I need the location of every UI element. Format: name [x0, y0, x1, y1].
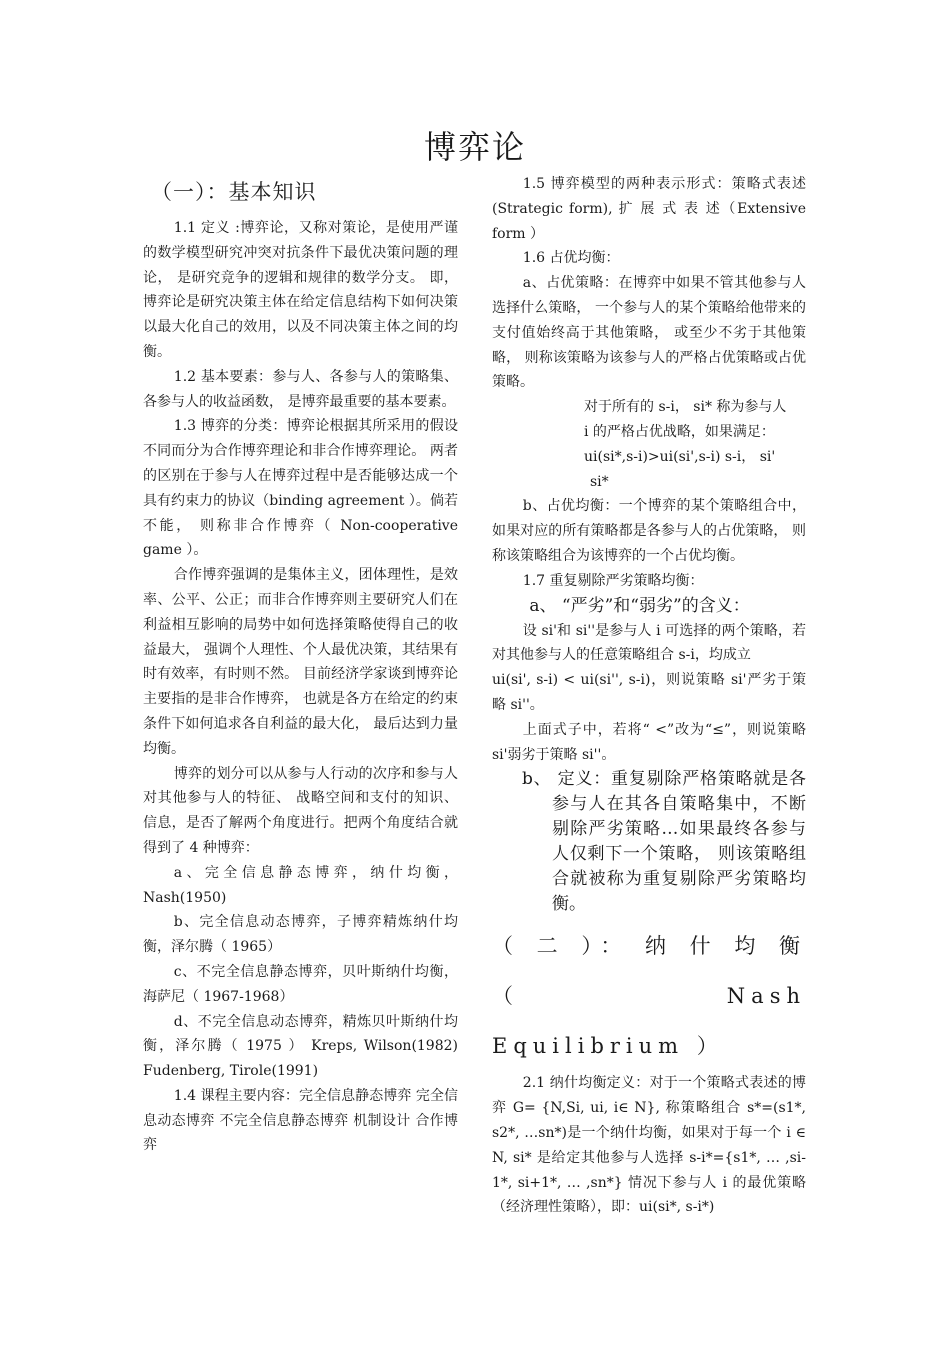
para-iterated-definition: b、 定义：重复剔除严格策略就是各参与人在其各自策略集中，不断剔除严劣策略…如果最终各参与人仅剩下一个策略， 则该策略组合就被称为重复剔除严劣策略均衡。: [522, 769, 806, 915]
para-definition: 1.1 定义 :博弈论，又称对策论，是使用严谨的数学模型研究冲突对抗条件下最优决策问题的理论， 是研究竞争的逻辑和规律的数学分支。 即，博弈论是研究决策主体在给定信息结构下如何决策以最大化自己的效用，以及不同决策主体之间的均衡。: [143, 220, 458, 360]
section-heading-nash: （ 二 ）： 纳 什 均 衡 （ Nash Equilibrium ）: [492, 934, 806, 1059]
subheading-strict-weak: a、 “严劣”和“弱劣”的含义：: [529, 595, 750, 616]
list-item-a: a、完全信息静态博弈，纳什均衡，Nash(1950): [143, 864, 458, 906]
list-item-d: d、不完全信息动态博弈，精炼贝叶斯纳什均衡，泽尔腾（ 1975 ） Kreps, Wilson(1982) Fudenberg, Tirole(1991): [143, 1013, 458, 1080]
para-dominant-equilibrium: b、占优均衡：一个博弈的某个策略组合中，如果对应的所有策略都是各参与人的占优策略， 则称该策略组合为该博弈的一个占优均衡。: [492, 498, 806, 564]
para-nash-definition: 2.1 纳什均衡定义：对于一个策略式表述的博弈 G= {N,Si, ui, i∈ N}, 称策略组合 s*=(s1*, s2*, …sn*)是一个纳什均衡，如果对于每一个 i ∈ N, si* 是给定其他参与人选择 s-i*={s1*, … ,si-1*, si+1*, … ,sn*} 情况下参与人 i 的最优策略 （经济理性策略），即：ui(si*, s-i*): [492, 1075, 806, 1216]
page-title: 博弈论: [423, 128, 526, 166]
para-representation: 1.5 博弈模型的两种表示形式：策略式表述 (Strategic form), 扩 展 式 表 述（Extensive form ）: [492, 176, 806, 242]
para-strict-def: 设 si'和 si''是参与人 i 可选择的两个策略，若对其他参与人的任意策略组合 s-i，均成立: [492, 622, 806, 664]
para-dominant-eq-heading: 1.6 占优均衡：: [522, 250, 620, 267]
para-iterated-heading: 1.7 重复剔除严劣策略均衡：: [522, 572, 704, 589]
formula-line-4: si*: [590, 473, 609, 490]
formula-line-2: i 的严格占优战略，如果满足：: [584, 423, 775, 440]
formula-line-3: ui(si*,s-i)>ui(si',s-i) s-i， si': [584, 448, 776, 465]
list-item-b: b、完全信息动态博弈，子博弈精炼纳什均衡，泽尔腾（ 1965）: [143, 914, 458, 956]
section-heading-basics: （一）：基本知识: [151, 180, 317, 204]
para-course-content: 1.4 课程主要内容：完全信息静态博弈 完全信息动态博弈 不完全信息静态博弈 机制设计 合作博弈: [143, 1087, 458, 1154]
left-column: [143, 172, 458, 1158]
para-elements: 1.2 基本要素：参与人、各参与人的策略集、各参与人的收益函数， 是博弈最重要的基本要素。: [143, 368, 458, 410]
right-column: [492, 172, 806, 1220]
para-weak-def: 上面式子中，若将“ <”改为“≤”，则说策略 si'弱劣于策略 si''。: [492, 721, 806, 763]
para-cooperative: 合作博弈强调的是集体主义，团体理性，是效率、公平、公正；而非合作博弈则主要研究人们在利益相互影响的局势中如何选择策略使得自己的收益最大， 强调个人理性、个人最优决策，其结果有时有效率，有时则不然。 目前经济学家谈到博弈论主要指的是非合作博弈， 也就是各方在给定的约束条件下如何追求各自利益的最大化， 最后达到力量均衡。: [143, 567, 458, 757]
para-division: 博弈的划分可以从参与人行动的次序和参与人对其他参与人的特征、 战略空间和支付的知识、 信息，是否了解两个角度进行。把两个角度结合就得到了 4 种博弈：: [143, 765, 458, 856]
list-item-c: c、不完全信息静态博弈，贝叶斯纳什均衡，海萨尼（ 1967-1968）: [143, 963, 458, 1005]
para-dominant-strategy: a、占优策略：在博弈中如果不管其他参与人选择什么策略， 一个参与人的某个策略给他带来的支付值始终高于其他策略， 或至少不劣于其他策略， 则称该策略为该参与人的严格占优策略或占优策略。: [492, 275, 806, 391]
para-classification: 1.3 博弈的分类：博弈论根据其所采用的假设不同而分为合作博弈理论和非合作博弈理论。 两者的区别在于参与人在博弈过程中是否能够达成一个具有约束力的协议（binding agreement ）。倘若不能， 则称非合作博弈（ Non-cooperative game ）。: [143, 418, 458, 559]
formula-line-1: 对于所有的 s-i， si* 称为参与人: [584, 399, 787, 416]
para-strict-formula: ui(si', s-i) < ui(si'', s-i)，则说策略 si'严劣于策略 si''。: [492, 672, 806, 713]
